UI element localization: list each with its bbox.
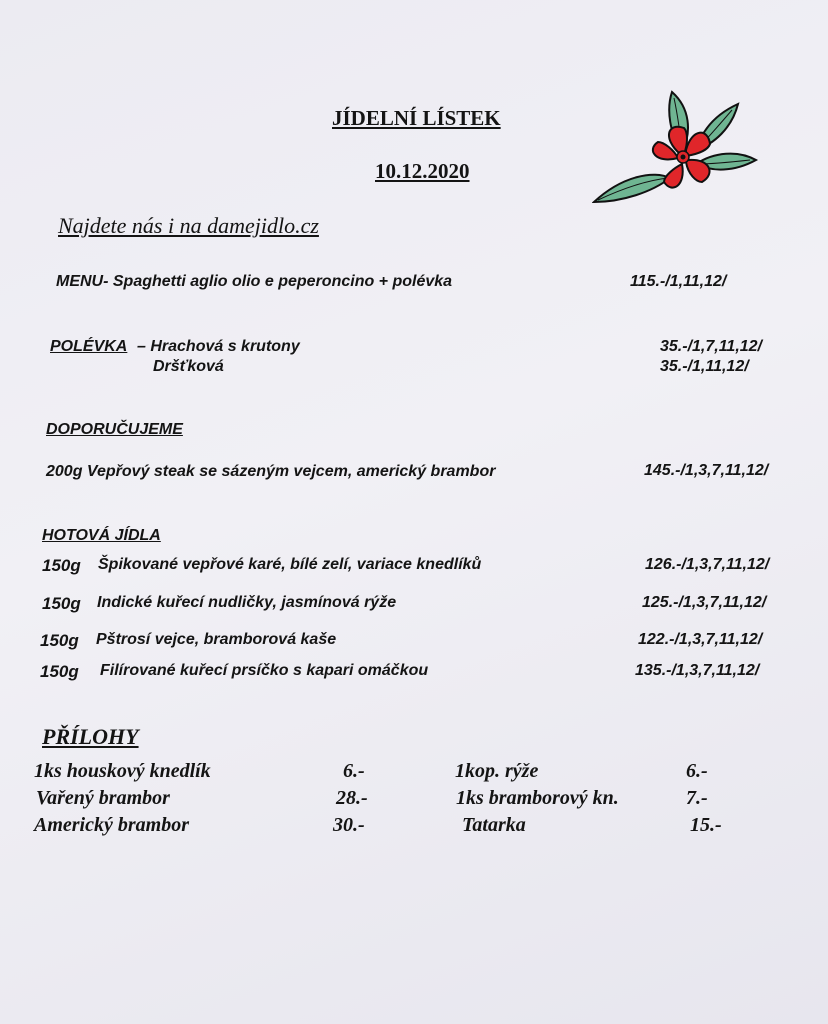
recommend-item: 200g Vepřový steak se sázeným vejcem, americký brambor xyxy=(46,463,496,480)
side-item: Americký brambor xyxy=(34,814,189,836)
soup-item: – Hrachová s krutony xyxy=(137,338,300,355)
meal-price: 135.-/1,3,7,11,12/ xyxy=(635,662,760,679)
side-price: 7.- xyxy=(686,787,708,809)
soup-heading: POLÉVKA xyxy=(50,338,128,355)
side-price: 28.- xyxy=(336,787,368,809)
side-price: 6.- xyxy=(343,760,365,782)
side-item: 1ks bramborový kn. xyxy=(456,787,619,809)
soup-item: Dršťková xyxy=(153,358,224,375)
daily-menu-price: 115.-/1,11,12/ xyxy=(630,273,727,290)
recommend-heading: DOPORUČUJEME xyxy=(46,421,183,438)
meal-name: Pštrosí vejce, bramborová kaše xyxy=(96,631,337,648)
meal-price: 122.-/1,3,7,11,12/ xyxy=(638,631,763,648)
side-item: 1kop. rýže xyxy=(455,760,539,782)
soup-price: 35.-/1,7,11,12/ xyxy=(660,338,762,355)
meal-weight: 150g xyxy=(42,556,81,575)
daily-menu-item: MENU- Spaghetti aglio olio e peperoncino + polévka xyxy=(56,273,453,290)
menu-date: 10.12.2020 xyxy=(375,159,470,183)
sides-heading: PŘÍLOHY xyxy=(42,724,139,749)
side-price: 15.- xyxy=(690,814,722,836)
ready-meals-heading: HOTOVÁ JÍDLA xyxy=(42,527,161,544)
meal-name: Filírované kuřecí prsíčko s kapari omáčkou xyxy=(100,662,429,679)
page-title: JÍDELNÍ LÍSTEK xyxy=(332,106,501,130)
flower-icon xyxy=(592,88,762,210)
soup-price: 35.-/1,11,12/ xyxy=(660,358,749,375)
meal-weight: 150g xyxy=(40,662,79,681)
meal-weight: 150g xyxy=(40,631,79,650)
side-price: 30.- xyxy=(333,814,365,836)
side-item: 1ks houskový knedlík xyxy=(34,760,211,782)
meal-weight: 150g xyxy=(42,594,81,613)
meal-name: Indické kuřecí nudličky, jasmínová rýže xyxy=(97,594,397,611)
recommend-price: 145.-/1,3,7,11,12/ xyxy=(644,462,769,479)
meal-price: 126.-/1,3,7,11,12/ xyxy=(645,556,770,573)
side-price: 6.- xyxy=(686,760,708,782)
website-note: Najdete nás i na damejidlo.cz xyxy=(58,213,319,238)
side-item: Vařený brambor xyxy=(36,787,170,809)
side-item: Tatarka xyxy=(462,814,526,836)
meal-price: 125.-/1,3,7,11,12/ xyxy=(642,594,767,611)
meal-name: Špikované vepřové karé, bílé zelí, variace knedlíků xyxy=(98,556,482,573)
